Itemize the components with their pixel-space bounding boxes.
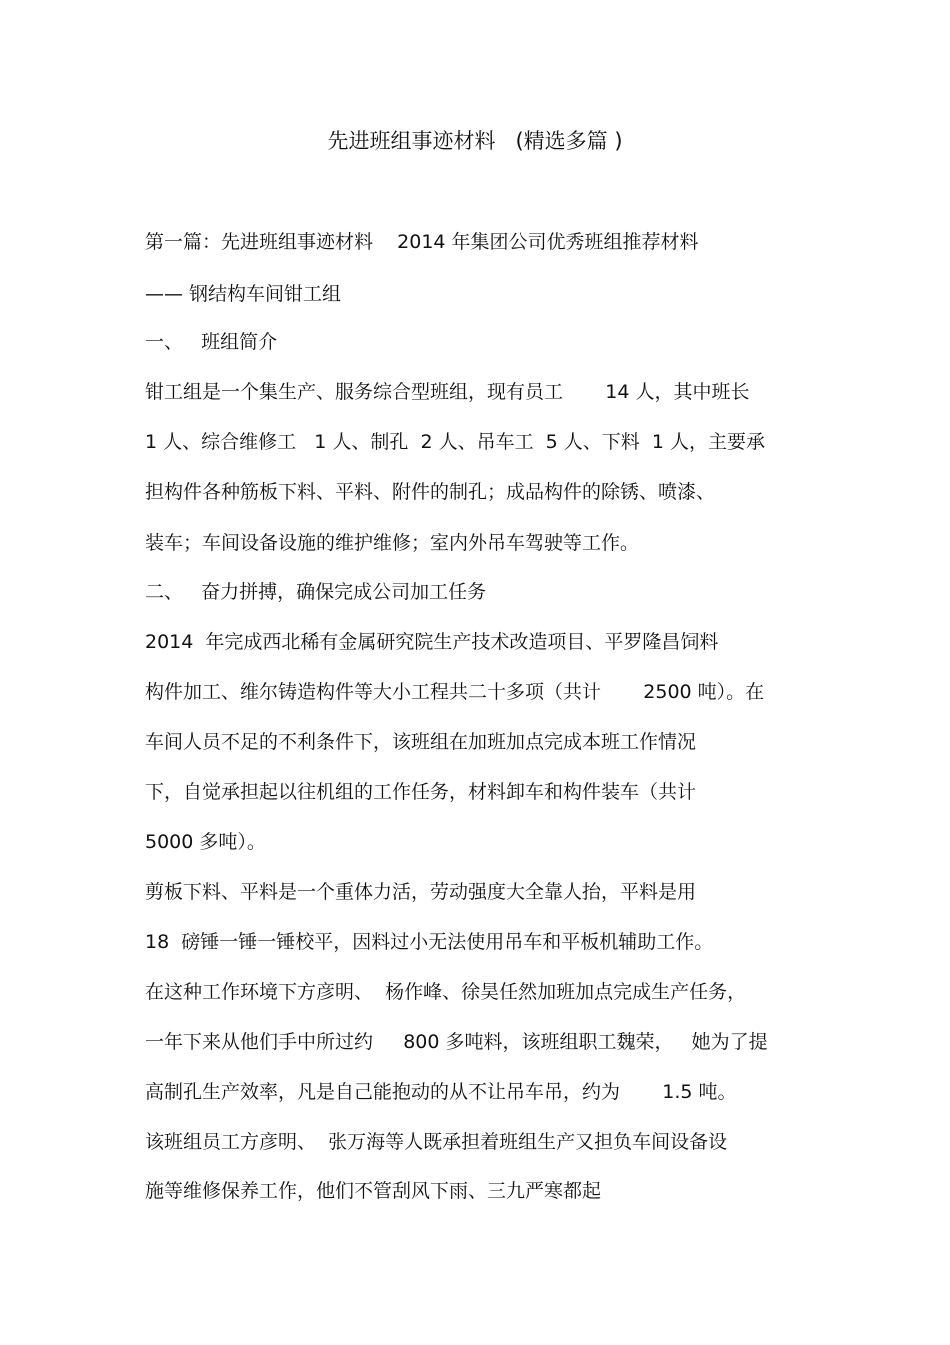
text-line: 18 磅锤一锤一锤校平，因料过小无法使用吊车和平板机辅助工作。 (145, 931, 714, 953)
text-line: 在这种工作环境下方彦明、 杨作峰、徐昊任然加班加点完成生产任务， (145, 981, 747, 1003)
document-title: 先进班组事迹材料 (精选多篇 ) (327, 129, 623, 153)
section-heading: 二、 奋力拼搏，确保完成公司加工任务 (145, 581, 487, 603)
text-line: 2014 年完成西北稀有金属研究院生产技术改造项目、平罗隆昌饲料 (145, 631, 719, 653)
text-line: 一年下来从他们手中所过约 800 多吨料，该班组职工魏荣， 她为了提 (145, 1031, 768, 1053)
text-line: 装车；车间设备设施的维护维修；室内外吊车驾驶等工作。 (145, 532, 640, 554)
text-line: —— 钢结构车间钳工组 (145, 283, 342, 305)
text-line: 下，自觉承担起以往机组的工作任务，材料卸车和构件装车（共计 (145, 781, 697, 803)
text-line: 5000 多吨）。 (145, 831, 266, 853)
text-line: 剪板下料、平料是一个重体力活，劳动强度大全靠人抬，平料是用 (145, 881, 697, 903)
text-line: 车间人员不足的不利条件下，该班组在加班加点完成本班工作情况 (145, 731, 697, 753)
text-line: 构件加工、维尔铸造构件等大小工程共二十多项（共计 2500 吨）。在 (145, 681, 765, 703)
text-line: 担构件各种筋板下料、平料、附件的制孔；成品构件的除锈、喷漆、 (145, 481, 716, 503)
text-line: 钳工组是一个集生产、服务综合型班组，现有员工 14 人，其中班长 (145, 381, 750, 403)
text-line: 第一篇：先进班组事迹材料 2014 年集团公司优秀班组推荐材料 (145, 231, 699, 253)
text-line: 该班组员工方彦明、 张万海等人既承担着班组生产又担负车间设备设 (145, 1131, 728, 1153)
text-line: 1 人、综合维修工 1 人、制孔 2 人、吊车工 5 人、下料 1 人，主要承 (145, 431, 765, 453)
section-heading: 一、 班组简介 (145, 331, 278, 353)
text-line: 施等维修保养工作，他们不管刮风下雨、三九严寒都起 (145, 1180, 602, 1202)
text-line: 高制孔生产效率，凡是自己能抱动的从不让吊车吊，约为 1.5 吨。 (145, 1081, 737, 1103)
